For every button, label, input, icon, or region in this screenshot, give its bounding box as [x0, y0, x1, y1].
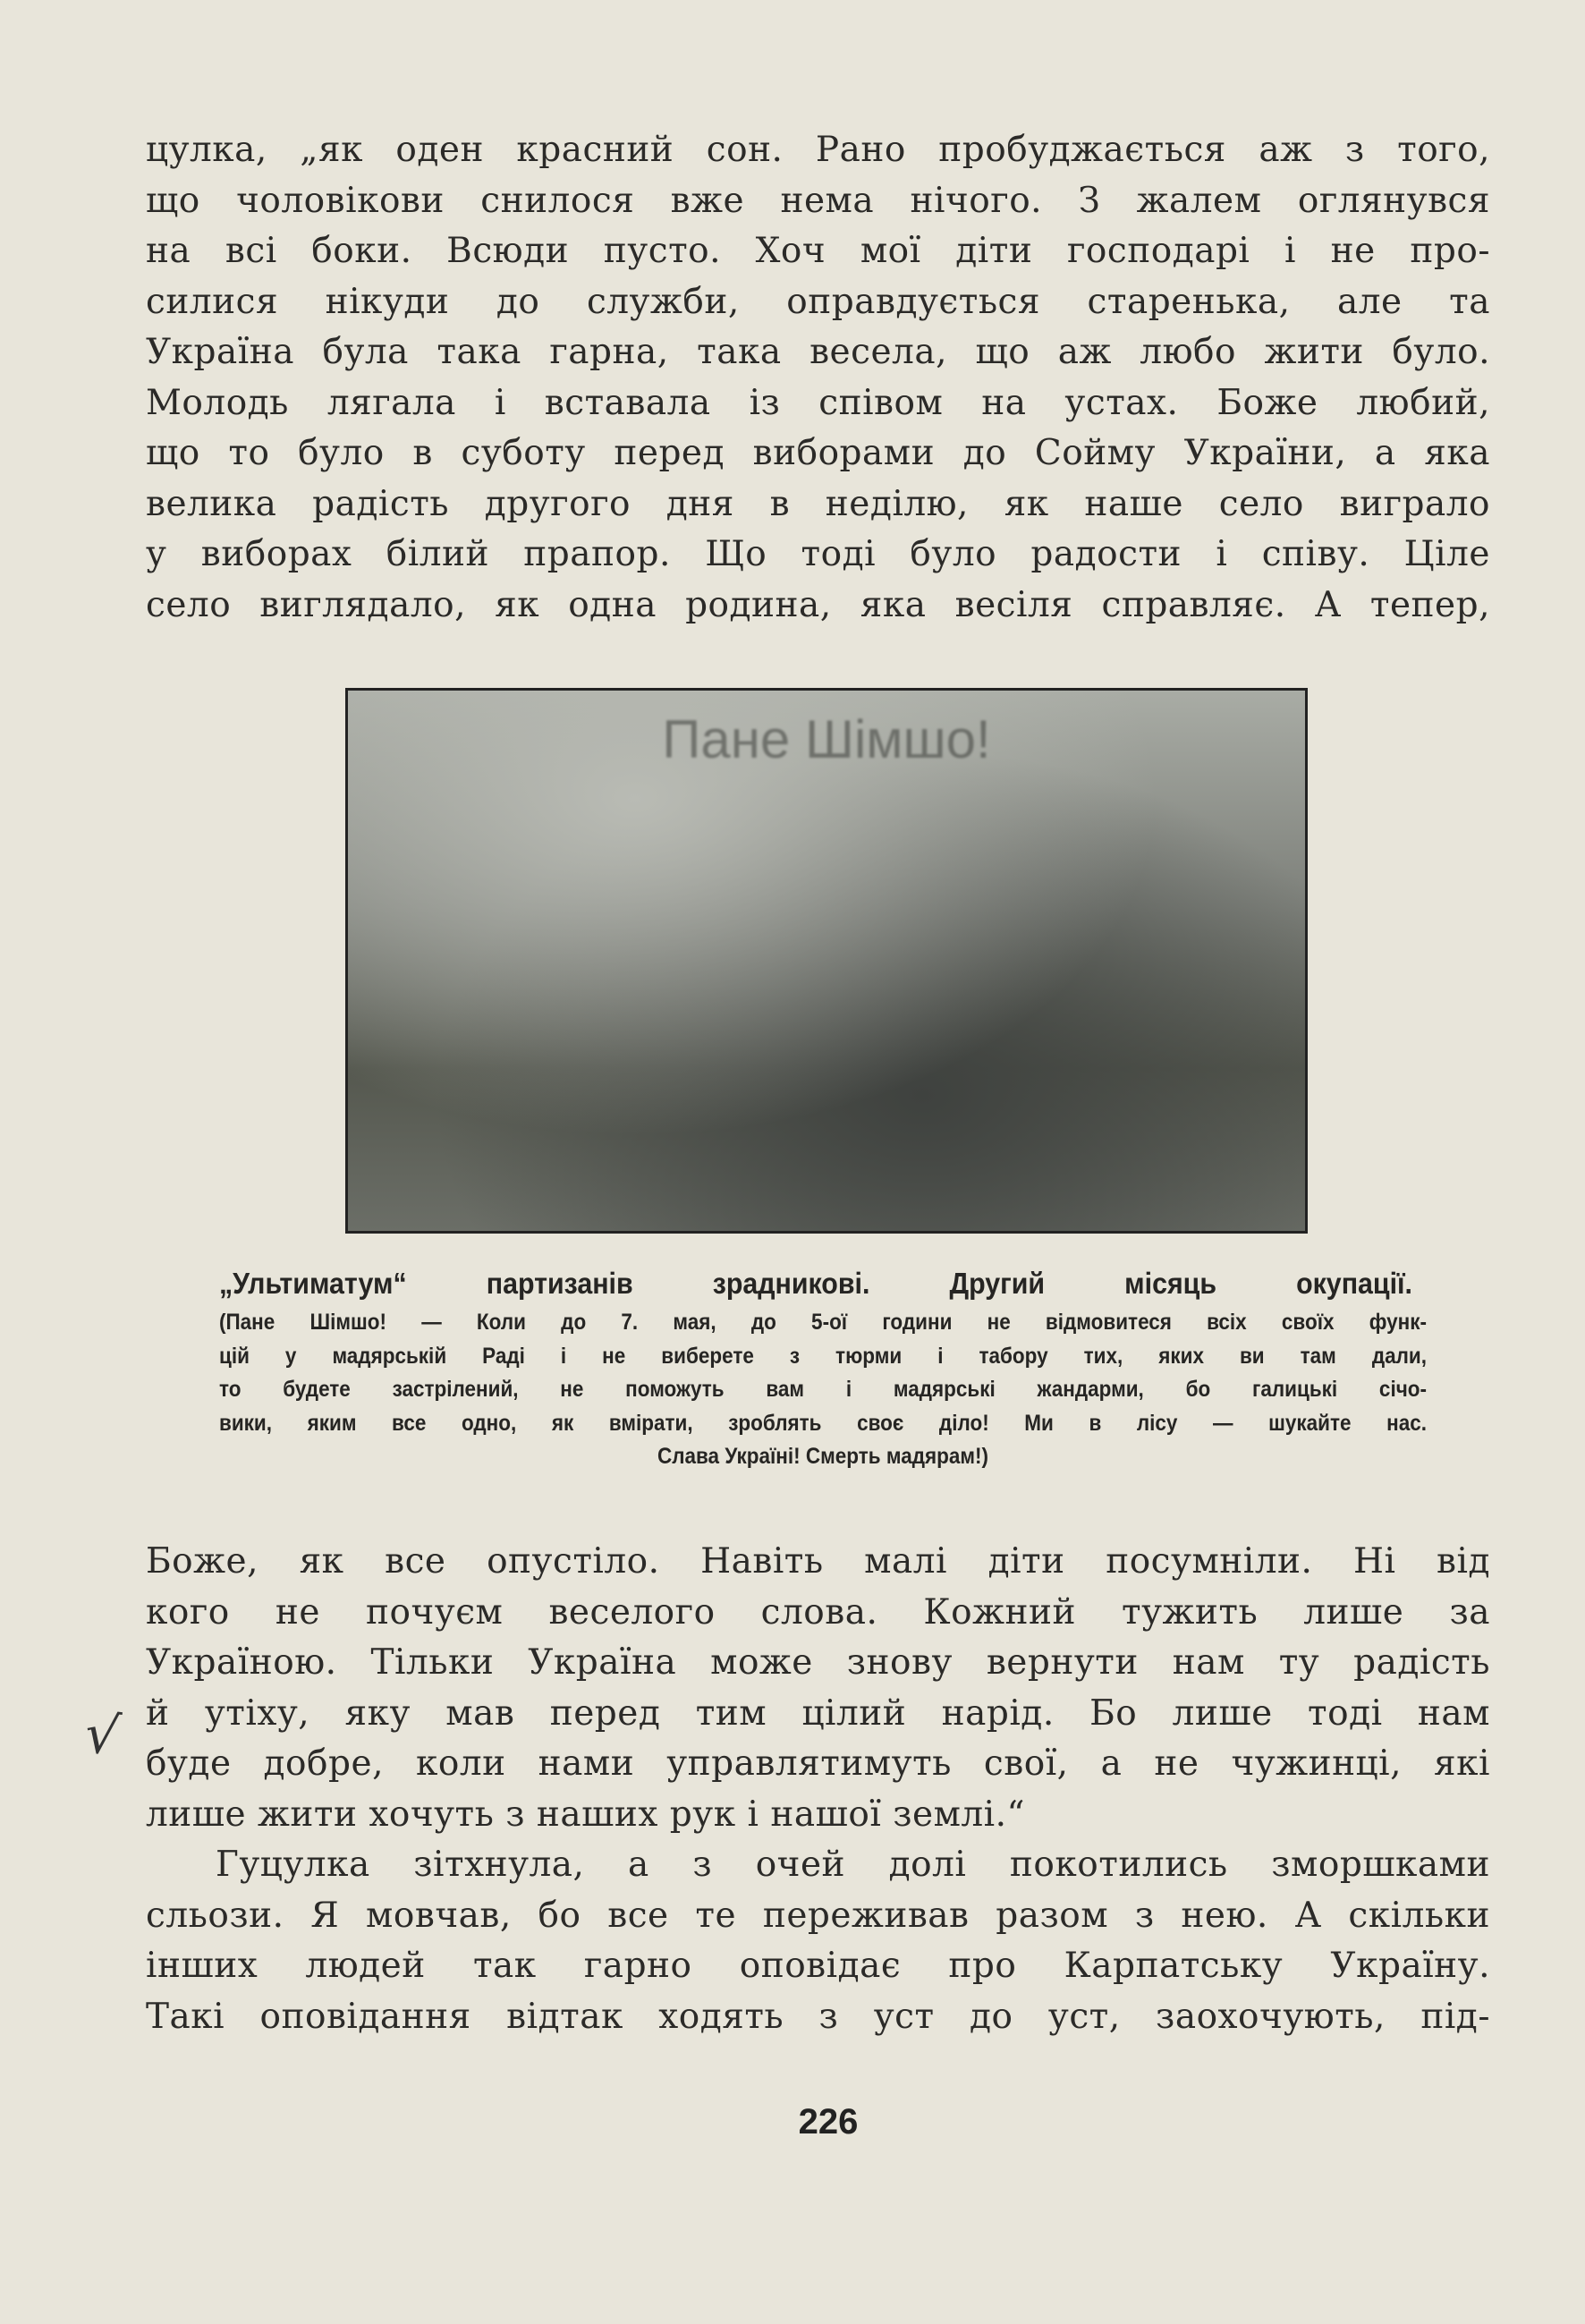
caption-line: Слава Україні! Смерть мадярам!): [657, 1444, 989, 1469]
text-line: Боже, як все опустіло. Навіть малі діти посумніли. Ні від: [146, 1541, 1490, 1582]
caption-line: то будете застрілений, не поможуть вам і мадярські жандарми, бо галицькі січо-: [219, 1377, 1427, 1402]
caption-line: (Пане Шімшо! — Коли до 7. мая, до 5-ої години не відмовитеся всіх своїх функ-: [219, 1310, 1427, 1335]
text-line: велика радість другого дня в неділю, як наше село виграло: [146, 483, 1490, 524]
text-line: Україна була така гарна, така весела, що аж любо жити було.: [146, 332, 1490, 372]
top-paragraph: [146, 125, 1490, 631]
page-number: 226: [798, 2102, 859, 2142]
text-line: Україною. Тільки Україна може знову вернути нам ту радість: [146, 1642, 1490, 1683]
text-line: Молодь лягала і вставала із співом на устах. Боже любий,: [146, 382, 1490, 423]
text-line: село виглядало, як одна родина, яка весіля справляє. А тепер,: [146, 584, 1490, 625]
text-line: цулка, „як оден красний сон. Рано пробуджається аж з того,: [146, 130, 1490, 170]
handwritten-check-mark: √: [81, 1701, 123, 1769]
text-line: інших людей так гарно оповідає про Карпатську Україну.: [146, 1946, 1490, 1986]
text-line: що то було в суботу перед виборами до Сойму України, а яка: [146, 433, 1490, 473]
text-line: що чоловікови снилося вже нема нічого. З жалем оглянувся: [146, 180, 1490, 221]
caption-line: цій у мадярській Раді і не виберете з тюрми і табору тих, яких ви там дали,: [219, 1343, 1427, 1369]
bottom-paragraphs: [146, 1537, 1490, 2042]
text-line: буде добре, коли нами управлятимуть свої, а не чужинці, які: [146, 1743, 1490, 1784]
text-line: й утіху, яку мав перед тим цілий нарід. Бо лише тоді нам: [146, 1692, 1490, 1734]
caption-title: „Ультиматум“ партизанів зрадникові. Другий місяць окупації.: [219, 1267, 1412, 1300]
text-line: у виборах білий прапор. Що тоді було радости і співу. Ціле: [146, 534, 1490, 574]
photo-heading: Пане Шімшо!: [662, 709, 991, 769]
text-line: силися нікуди до служби, оправдується старенька, але та: [146, 281, 1490, 322]
text-line: лише жити хочуть з наших рук і нашої землі.“: [146, 1794, 1025, 1835]
text-line: сльози. Я мовчав, бо все те переживав разом з нею. А скільки: [146, 1895, 1490, 1936]
text-line: Такі оповідання відтак ходять з уст до уст, заохочують, під-: [146, 1996, 1490, 2037]
leaflet-photo: [345, 688, 1308, 1234]
text-line: кого не почуєм веселого слова. Кожний тужить лише за: [146, 1591, 1490, 1633]
text-line: Гуцулка зітхнула, а з очей долі покотились зморшками: [216, 1845, 1490, 1885]
text-line: на всі боки. Всюди пусто. Хоч мої діти господарі і не про-: [146, 231, 1490, 271]
photo-caption: [219, 1261, 1427, 1474]
caption-line: вики, яким все одно, як вмірати, зроблять своє діло! Ми в лісу — шукайте нас.: [219, 1410, 1427, 1436]
